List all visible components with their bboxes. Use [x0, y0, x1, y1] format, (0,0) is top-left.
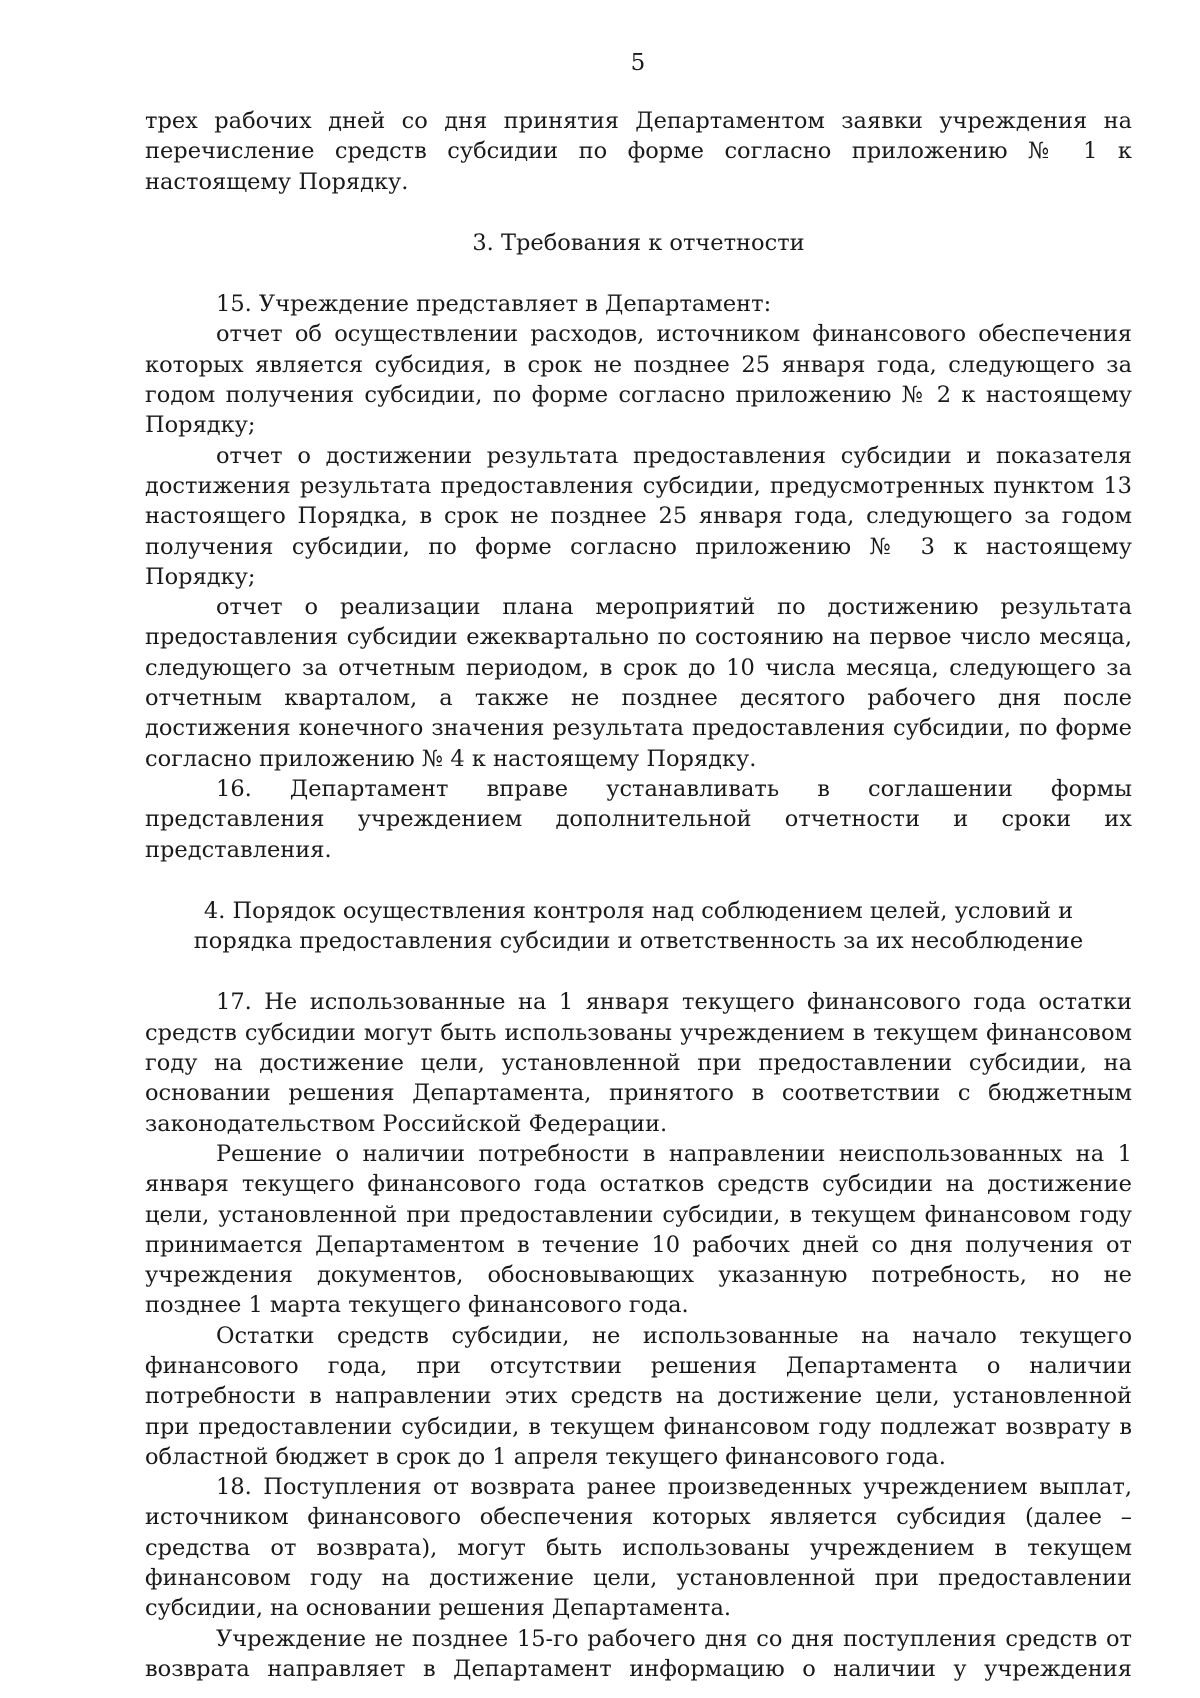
- paragraph-16: 16. Департамент вправе устанавливать в соглашении формы представления учреждением дополнительной отчетности и сроки их представления.: [145, 775, 1132, 863]
- paragraph-17: 17. Не использованные на 1 января текущего финансового года остатки средств субсидии могут быть использованы учреждением в текущем финансовом году на достижение цели, установленной при предоставлении субсидии, на основании решения Департамента, принятого в соответствии с бюджетным законодательством Российской Федерации.: [145, 989, 1132, 1137]
- paragraph-15-report-plan: отчет о реализации плана мероприятий по достижению результата предоставления субсидии ежеквартально по состоянию на первое число месяца, следующего за отчетным периодом, в срок до 10 числа месяца, следующего за отчетным кварталом, а также не позднее десятого рабочего дня после достижения конечного значения результата предоставления субсидии, по форме согласно приложению № 4 к настоящему Порядку.: [145, 594, 1132, 772]
- paragraph-18-continuation: Учреждение не позднее 15-го рабочего дня со дня поступления средств от возврата направляет в Департамент информацию о наличии у учреждения: [145, 1625, 1132, 1682]
- page-number: 5: [630, 50, 646, 76]
- paragraph-15-report-expenses: отчет об осуществлении расходов, источником финансового обеспечения которых является субсидия, в срок не позднее 25 января года, следующего за годом получения субсидии, по форме согласно приложению № 2 к настоящему Порядку;: [145, 321, 1132, 439]
- section-3-heading: 3. Требования к отчетности: [472, 229, 805, 256]
- paragraph-18: 18. Поступления от возврата ранее произведенных учреждением выплат, источником финансового обеспечения которых является субсидия (далее – средства от возврата), могут быть использованы учреждением в текущем финансовом году на достижение цели, установленной при предоставлении субсидии, на основании решения Департамента.: [145, 1474, 1132, 1622]
- paragraph-17-remainders: Остатки средств субсидии, не использованные на начало текущего финансового года, при отсутствии решения Департамента о наличии потребности в направлении этих средств на достижение цели, установленной при предоставлении субсидии, в текущем финансовом году подлежат возврату в областной бюджет в срок до 1 апреля текущего финансового года.: [145, 1322, 1132, 1470]
- section-4-heading: 4. Порядок осуществления контроля над соблюдением целей, условий и порядка предоставления субсидии и ответственность за их несоблюдение: [193, 897, 1084, 955]
- document-body: [145, 106, 1132, 1684]
- paragraph-15: 15. Учреждение представляет в Департамент:: [216, 291, 772, 318]
- paragraph-17-decision: Решение о наличии потребности в направлении неиспользованных на 1 января текущего финансового года остатков средств субсидии на достижение цели, установленной при предоставлении субсидии, в текущем финансовом году принимается Департаментом в течение 10 рабочих дней со дня получения от учреждения документов, обосновывающих указанную потребность, но не позднее 1 марта текущего финансового года.: [145, 1140, 1132, 1319]
- paragraph-15-report-results: отчет о достижении результата предоставления субсидии и показателя достижения результата предоставления субсидии, предусмотренных пунктом 13 настоящего Порядка, в срок не позднее 25 января года, следующего за годом получения субсидии, по форме согласно приложению № 3 к настоящему Порядку;: [145, 442, 1132, 590]
- paragraph-continuation: трех рабочих дней со дня принятия Департаментом заявки учреждения на перечисление средств субсидии по форме согласно приложению № 1 к настоящему Порядку.: [145, 108, 1132, 195]
